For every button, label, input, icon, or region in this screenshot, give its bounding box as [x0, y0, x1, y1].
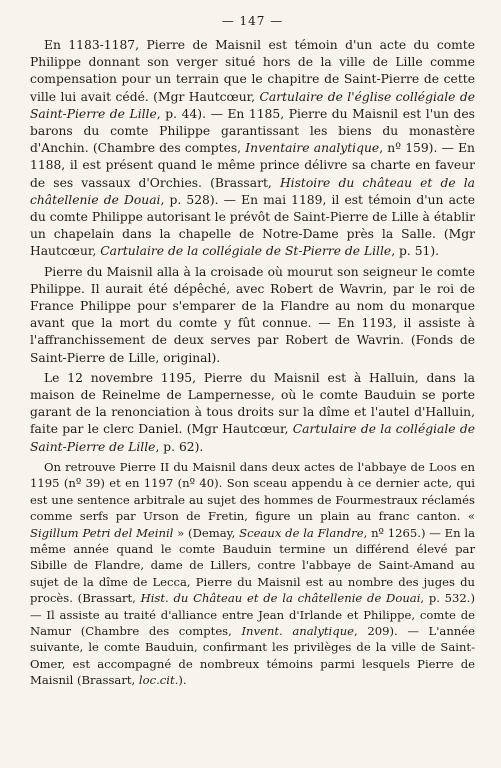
citation-title: Inventaire analytique — [245, 141, 380, 156]
text-run: , p. 532.) — Il assiste au traité d'alliance entre Jean d'Irlande et Philippe, comte de Namur (Chambre des comptes, — [30, 591, 476, 638]
citation-title: Invent. analytique — [241, 623, 355, 638]
paragraph — [30, 459, 475, 689]
text-run: , p. 528). — En mai 1189, il est témoin d'un acte du comte Philippe autorisant le prévôt de Saint-Pierre de Lille à établir un chapelain dans la chapelle de Notre-Dame près la Salle. (Mgr Hautcœur, — [30, 192, 475, 259]
citation-title: Hist. du Château et de la châtellenie de Douai — [140, 591, 421, 606]
text-run: Pierre du Maisnil alla à la croisade où mourut son seigneur le comte Philippe. Il aurait été dépêché, avec Robert de Wavrin, par le roi de France Philippe pour s'emparer de la Flandre au nom du monarque avant que la mort du comte y fût connue. — En 1193, il assiste à l'affranchissement de deux serves par Robert de Wavrin. (Fonds de Saint-Pierre de Lille, original). — [30, 264, 475, 365]
citation-title: Histoire du château et de la châtellenie de Douai — [30, 175, 475, 207]
text-run: » (Demay, — [173, 525, 240, 540]
text-run: , p. 51). — [391, 244, 440, 259]
page-number: — 147 — — [221, 14, 284, 28]
paragraph — [30, 264, 475, 367]
body-text — [30, 37, 475, 689]
text-run: , nº 159). — En 1188, il est présent quand le même prince délivre sa charte en faveur de ses vassaux d'Orchies. (Brassart, — [30, 141, 475, 190]
paragraph — [30, 37, 475, 261]
citation-title: Cartulaire de la collégiale de St-Pierre de Lille — [100, 244, 392, 259]
text-run: , p. 62). — [155, 439, 204, 454]
citation-title: Cartulaire de l'église collégiale de Saint-Pierre de Lille — [30, 89, 475, 121]
text-run: En 1183-1187, Pierre de Maisnil est témoin d'un acte du comte Philippe donnant son verger situé hors de la ville de Lille comme compensation pour un terrain que le chapitre de Saint-Pierre de cette ville lui avait cédé. (Mgr Hautcœur, — [30, 38, 475, 104]
text-run: , p. 44). — En 1185, Pierre du Maisnil est l'un des barons du comte Philippe garantissant les biens du monastère d'Anchin. (Chambre des comptes, — [30, 106, 475, 156]
citation-title: Sceaux de la Flandre — [239, 525, 364, 540]
citation-title: Sigillum Petri del Meinil — [30, 525, 174, 540]
citation-title: loc.cit. — [138, 673, 179, 688]
text-run: Le 12 novembre 1195, Pierre du Maisnil est à Halluin, dans la maison de Reinelme de Lampernesse, où le comte Bauduin se porte garant de la renonciation à tous droits sur la dîme et l'autel d'Halluin, faite par le clerc Daniel. (Mgr Hautcœur, — [30, 370, 475, 437]
text-run: , nº 1265.) — En la même année quand le comte Bauduin termine un différend élevé par Sibille de Flandre, dame de Lillers, contre l'abbaye de Saint-Amand au sujet de la dîme de Lecca, Pierre du Maisnil est au nombre des juges du procès. (Brassart, — [30, 525, 476, 606]
text-run: , 209). — L'année suivante, le comte Bauduin, confirmant les privilèges de la ville de Saint-Omer, est accompagné de nombreux témoins parmi lesquels Pierre de Maisnil (Brassart, — [30, 623, 475, 688]
paragraph — [30, 370, 475, 456]
text-run: ). — [178, 673, 187, 688]
citation-title: Cartulaire de la collégiale de Saint-Pierre de Lille — [30, 422, 476, 454]
text-run: On retrouve Pierre II du Maisnil dans deux actes de l'abbaye de Loos en 1195 (nº 39) et en 1197 (nº 40). Son sceau appendu à ce dernier acte, qui est une sentence arbitrale au sujet des hommes de Fourmestraux réclamés comme serfs par Urson de Fretin, figure un plain au franc canton. « — [30, 459, 475, 524]
